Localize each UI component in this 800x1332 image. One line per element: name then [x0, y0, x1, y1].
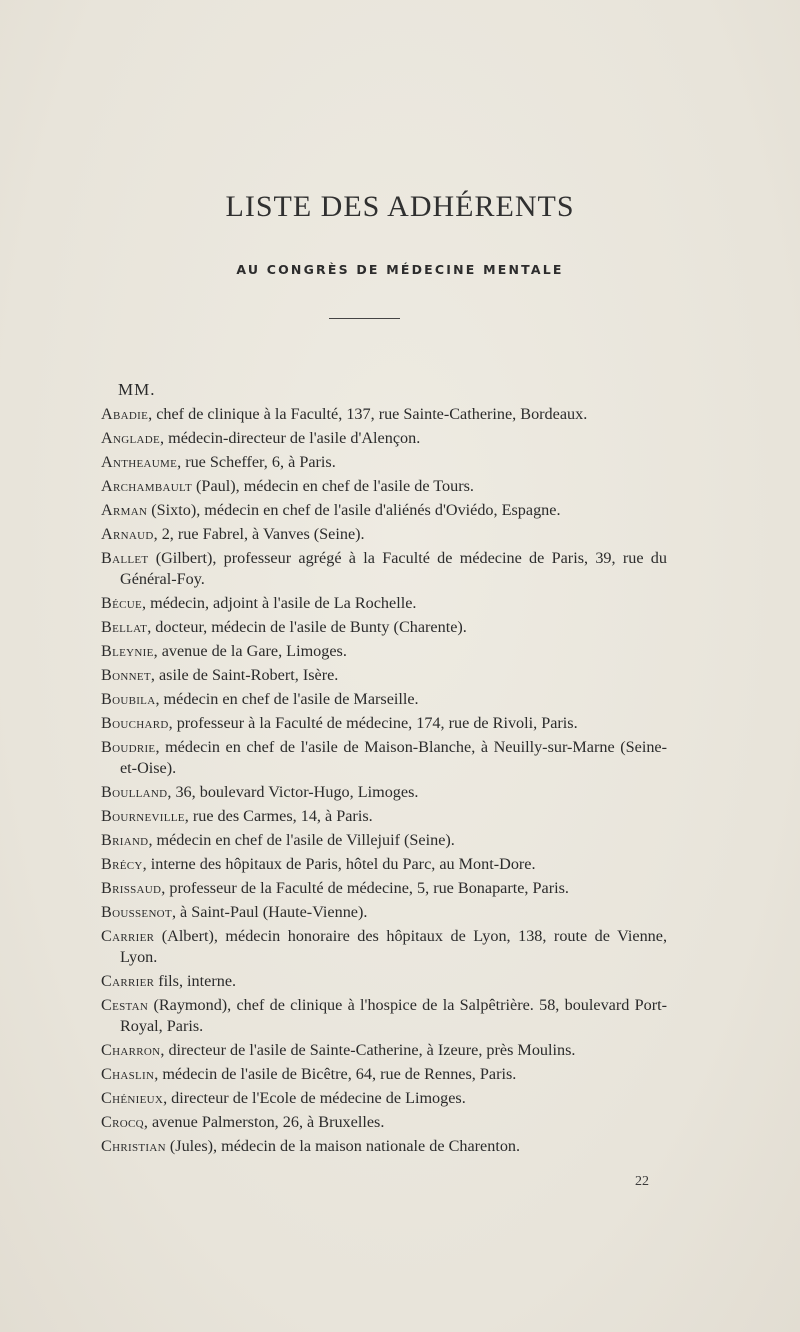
- member-details: , rue Scheffer, 6, à Paris.: [177, 453, 336, 471]
- list-item: [101, 524, 667, 545]
- list-item: [101, 641, 667, 662]
- member-details: (Gilbert), professeur agrégé à la Faculté de médecine de Paris, 39, rue du Général-Foy.: [120, 549, 667, 588]
- member-name: Abadie: [101, 405, 149, 423]
- list-item: [101, 737, 667, 779]
- list-item: [101, 428, 667, 449]
- member-name: Chénieux: [101, 1089, 164, 1107]
- member-details: fils, interne.: [154, 972, 237, 990]
- list-item: [101, 926, 667, 968]
- member-name: Bouchard: [101, 714, 169, 732]
- list-item: [101, 995, 667, 1037]
- member-name: Cestan: [101, 996, 149, 1014]
- member-name: Archambault: [101, 477, 192, 495]
- list-item: [101, 854, 667, 875]
- title-divider: [329, 318, 400, 319]
- member-details: , 36, boulevard Victor-Hugo, Limoges.: [167, 783, 419, 801]
- member-details: , médecin-directeur de l'asile d'Alençon.: [160, 429, 421, 447]
- list-item: [101, 404, 667, 425]
- list-item: [101, 902, 667, 923]
- list-item: [101, 1040, 667, 1061]
- member-details: , médecin en chef de l'asile de Villejuif (Seine).: [148, 831, 455, 849]
- list-item: [101, 806, 667, 827]
- member-name: Bécue: [101, 594, 143, 612]
- member-name: Anglade: [101, 429, 161, 447]
- member-name: Charron: [101, 1041, 161, 1059]
- member-name: Carrier: [101, 972, 155, 990]
- list-item: [101, 665, 667, 686]
- page-number: 22: [635, 1174, 649, 1189]
- page-title: LISTE DES ADHÉRENTS: [225, 190, 575, 223]
- list-item: [101, 782, 667, 803]
- member-details: , à Saint-Paul (Haute-Vienne).: [171, 903, 368, 921]
- member-name: Bleynie: [101, 642, 154, 660]
- member-details: (Albert), médecin honoraire des hôpitaux de Lyon, 138, route de Vienne, Lyon.: [120, 927, 667, 966]
- member-details: , docteur, médecin de l'asile de Bunty (Charente).: [147, 618, 467, 636]
- member-name: Arman: [101, 501, 148, 519]
- member-name: Ballet: [101, 549, 149, 567]
- member-name: Carrier: [101, 927, 155, 945]
- list-item: [101, 878, 667, 899]
- member-details: , chef de clinique à la Faculté, 137, rue Sainte-Catherine, Bordeaux.: [148, 405, 588, 423]
- salutation: MM.: [118, 380, 156, 399]
- list-item: [101, 971, 667, 992]
- list-item: [101, 500, 667, 521]
- member-name: Boudrie: [101, 738, 156, 756]
- member-name: Bourneville: [101, 807, 185, 825]
- member-name: Brécy: [101, 855, 143, 873]
- member-details: , avenue Palmerston, 26, à Bruxelles.: [143, 1113, 385, 1131]
- member-details: , 2, rue Fabrel, à Vanves (Seine).: [153, 525, 365, 543]
- list-item: [101, 548, 667, 590]
- member-details: (Raymond), chef de clinique à l'hospice de la Salpêtrière. 58, boulevard Port-Royal, Paris.: [120, 996, 667, 1035]
- page-subtitle: AU CONGRÈS DE MÉDECINE MENTALE: [236, 262, 564, 277]
- member-details: (Sixto), médecin en chef de l'asile d'aliénés d'Oviédo, Espagne.: [147, 501, 561, 519]
- list-item: [101, 617, 667, 638]
- member-name: Chaslin: [101, 1065, 155, 1083]
- member-details: (Jules), médecin de la maison nationale de Charenton.: [165, 1137, 521, 1155]
- list-item: [101, 476, 667, 497]
- member-details: , médecin en chef de l'asile de Marseille.: [155, 690, 419, 708]
- list-item: [101, 830, 667, 851]
- member-name: Antheaume: [101, 453, 178, 471]
- member-details: , professeur de la Faculté de médecine, 5, rue Bonaparte, Paris.: [161, 879, 569, 897]
- list-item: [101, 1088, 667, 1109]
- member-details: , asile de Saint-Robert, Isère.: [150, 666, 339, 684]
- member-details: , directeur de l'asile de Sainte-Catherine, à Izeure, près Moulins.: [160, 1041, 576, 1059]
- member-details: , interne des hôpitaux de Paris, hôtel du Parc, au Mont-Dore.: [142, 855, 536, 873]
- member-name: Boubila: [101, 690, 156, 708]
- member-name: Arnaud: [101, 525, 154, 543]
- member-details: , médecin de l'asile de Bicêtre, 64, rue de Rennes, Paris.: [154, 1065, 517, 1083]
- list-item: [101, 1112, 667, 1133]
- member-details: , avenue de la Gare, Limoges.: [153, 642, 347, 660]
- member-details: , directeur de l'Ecole de médecine de Limoges.: [163, 1089, 466, 1107]
- list-item: [101, 452, 667, 473]
- member-details: , médecin en chef de l'asile de Maison-Blanche, à Neuilly-sur-Marne (Seine-et-Oise).: [120, 738, 667, 777]
- member-details: , professeur à la Faculté de médecine, 174, rue de Rivoli, Paris.: [168, 714, 578, 732]
- member-details: (Paul), médecin en chef de l'asile de Tours.: [192, 477, 474, 495]
- member-name: Bonnet: [101, 666, 151, 684]
- member-name: Christian: [101, 1137, 166, 1155]
- member-list: [101, 404, 667, 1160]
- list-item: [101, 713, 667, 734]
- member-name: Crocq: [101, 1113, 144, 1131]
- member-details: , rue des Carmes, 14, à Paris.: [184, 807, 373, 825]
- member-name: Briand: [101, 831, 149, 849]
- member-name: Bellat: [101, 618, 148, 636]
- list-item: [101, 1064, 667, 1085]
- member-details: , médecin, adjoint à l'asile de La Rochelle.: [142, 594, 417, 612]
- member-name: Boulland: [101, 783, 168, 801]
- list-item: [101, 689, 667, 710]
- list-item: [101, 593, 667, 614]
- list-item: [101, 1136, 667, 1157]
- member-name: Brissaud: [101, 879, 162, 897]
- member-name: Boussenot: [101, 903, 172, 921]
